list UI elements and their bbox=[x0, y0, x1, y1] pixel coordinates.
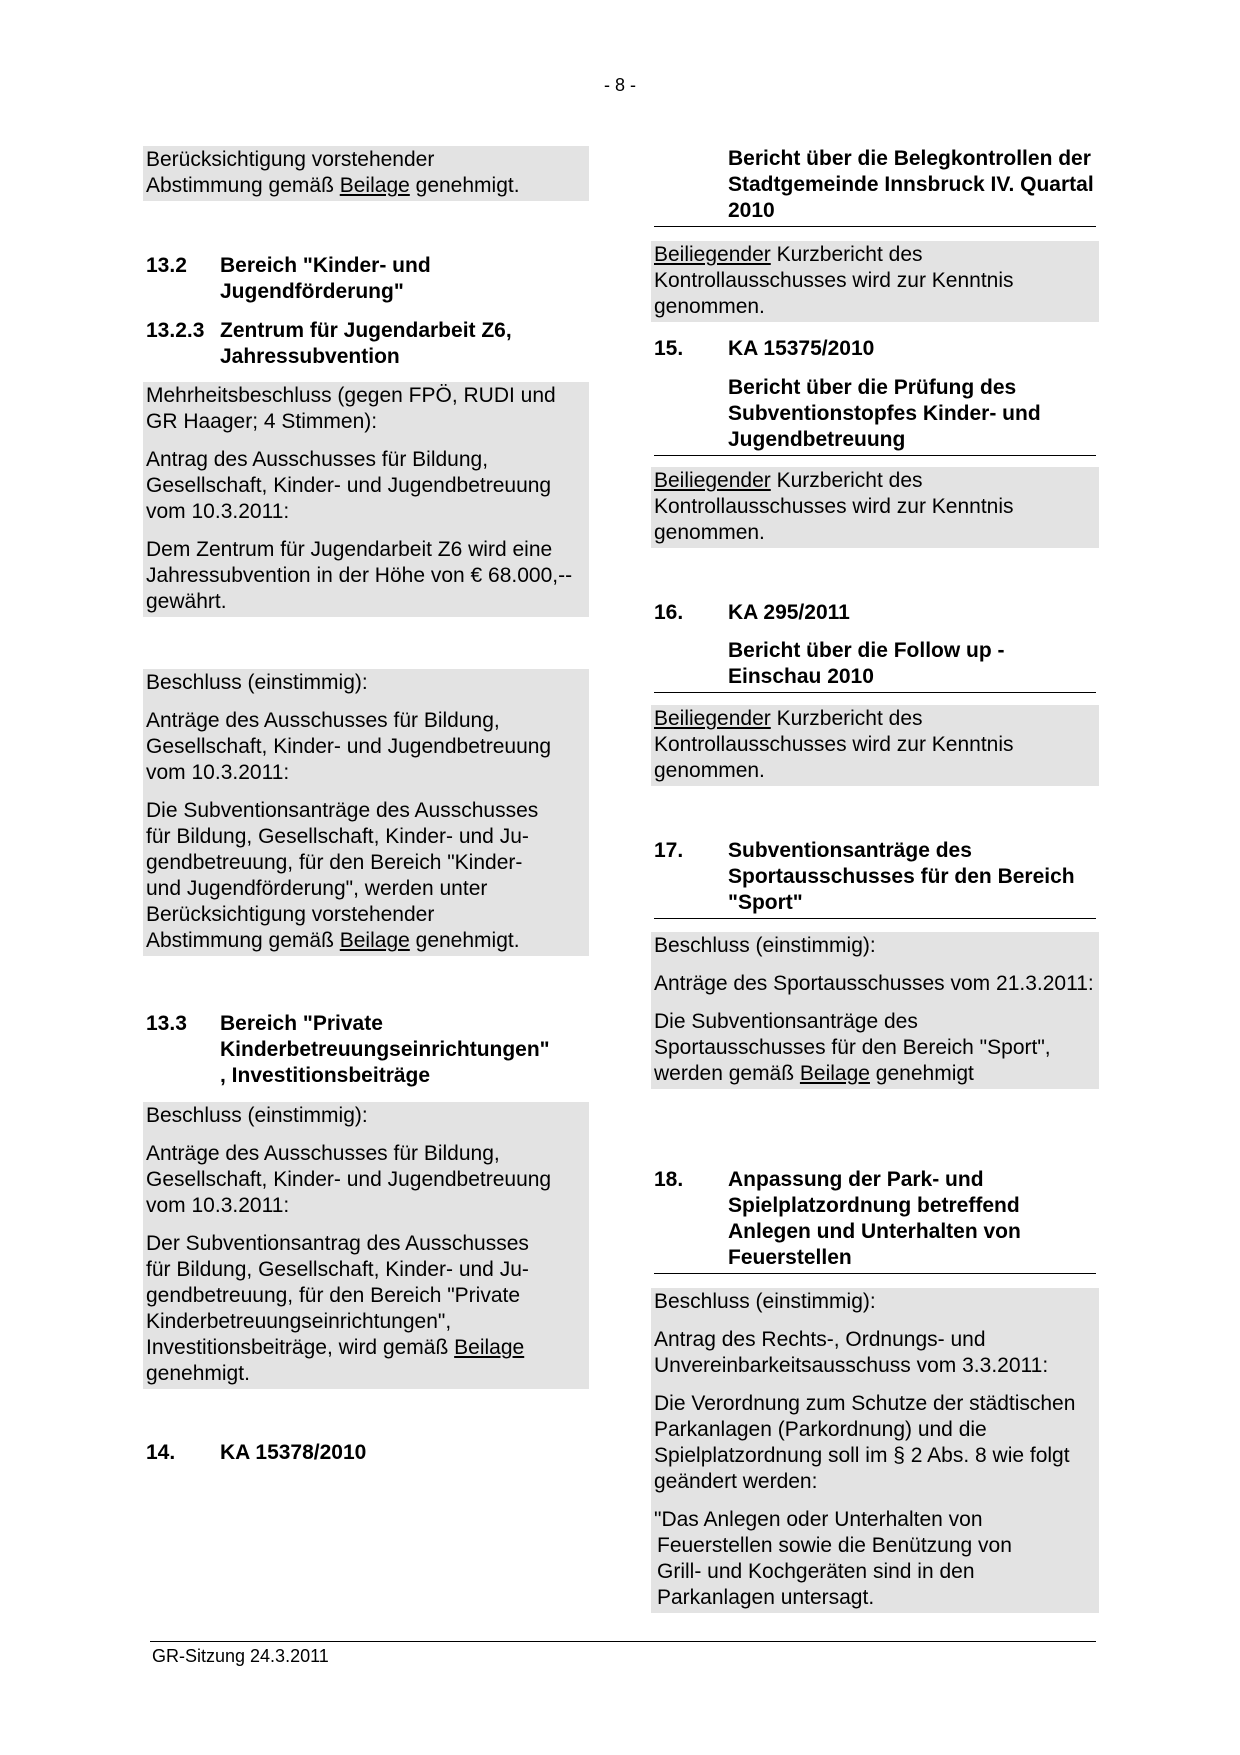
heading-16-subtitle: Bericht über die Follow up - Einschau 2010 bbox=[654, 638, 1096, 693]
report-block-15: Beiliegender Kurzbericht des Kontrollausschusses wird zur Kenntnis genommen. bbox=[651, 467, 1099, 548]
heading-17: 17. Subventionsanträge des Sportausschusses für den Bereich "Sport" bbox=[654, 838, 1096, 919]
resolution-block-kinder: Beschluss (einstimmig): Anträge des Ausschusses für Bildung, Gesellschaft, Kinder- und Jugendbetreuung vom 10.3.2011: Die Subventionsanträge des Ausschusses für Bildung, Gesellschaft, Kinder- und Ju- gendbetreuung, für den Bereich "Kinder- und Jugendförderung", werden unter Berücksichtigung vorstehender Abstimmung gemäß Beilage genehmigt. bbox=[143, 669, 589, 956]
resolution-block-sport: Beschluss (einstimmig): Anträge des Sportausschusses vom 21.3.2011: Die Subventionsanträge des Sportausschusses für den Bereich "Sport", werden gemäß Beilage genehmigt bbox=[651, 932, 1099, 1089]
beiliegender-link[interactable]: Beiliegender bbox=[654, 243, 771, 266]
page-number: - 8 - bbox=[603, 75, 636, 95]
beilage-link[interactable]: Beilage bbox=[799, 1062, 870, 1085]
heading-13-3: 13.3 Bereich "Private Kinderbetreuungseinrichtungen" , Investitionsbeiträge bbox=[146, 1012, 550, 1087]
heading-15-subtitle: Bericht über die Prüfung des Subventionstopfes Kinder- und Jugendbetreuung bbox=[654, 375, 1096, 456]
resolution-block-z6: Mehrheitsbeschluss (gegen FPÖ, RUDI und GR Haager; 4 Stimmen): Antrag des Ausschusses für Bildung, Gesellschaft, Kinder- und Jugendbetreuung vom 10.3.2011: Dem Zentrum für Jugendarbeit Z6 wird eine Jahressubvention in der Höhe von € 68.000,-- gewährt. bbox=[143, 382, 589, 617]
heading-16: 16. KA 295/2011 bbox=[654, 601, 850, 624]
footer-session: GR-Sitzung 24.3.2011 bbox=[152, 1646, 329, 1666]
report-block-14: Beiliegender Kurzbericht des Kontrollausschusses wird zur Kenntnis genommen. bbox=[651, 241, 1099, 322]
heading-13-2: 13.2 Bereich "Kinder- und Jugendförderung" bbox=[146, 254, 431, 303]
resolution-block-private: Beschluss (einstimmig): Anträge des Ausschusses für Bildung, Gesellschaft, Kinder- und Jugendbetreuung vom 10.3.2011: Der Subventionsantrag des Ausschusses für Bildung, Gesellschaft, Kinder- und Ju- gendbetreuung, für den Bereich "Private Kinderbetreuungseinrichtungen", Investitionsbeiträge, wird gemäß Beilage genehmigt. bbox=[143, 1102, 589, 1389]
footer-rule bbox=[150, 1641, 1096, 1642]
heading-18: 18. Anpassung der Park- und Spielplatzordnung betreffend Anlegen und Unterhalten von Feuerstellen bbox=[654, 1167, 1096, 1274]
beilage-link[interactable]: Beilage bbox=[339, 174, 410, 197]
heading-15: 15. KA 15375/2010 bbox=[654, 337, 875, 360]
heading-13-2-3: 13.2.3 Zentrum für Jugendarbeit Z6, Jahressubvention bbox=[146, 319, 512, 368]
beiliegender-link[interactable]: Beiliegender bbox=[654, 469, 771, 492]
report-block-16: Beiliegender Kurzbericht des Kontrollausschusses wird zur Kenntnis genommen. bbox=[651, 705, 1099, 786]
beilage-link[interactable]: Beilage bbox=[339, 929, 410, 952]
beilage-link[interactable]: Beilage bbox=[454, 1336, 525, 1359]
resolution-block-parkordnung: Beschluss (einstimmig): Antrag des Rechts-, Ordnungs- und Unvereinbarkeitsausschuss vom 3.3.2011: Die Verordnung zum Schutze der städtischen Parkanlagen (Parkordnung) und die Spielplatzordnung soll im § 2 Abs. 8 wie folgt geändert werden: "Das Anlegen oder Unterhalten von Feuerstellen sowie die Benützung von Grill- und Kochgeräten sind in den Parkanlagen untersagt. bbox=[651, 1288, 1099, 1613]
heading-14-subtitle: Bericht über die Belegkontrollen der Stadtgemeinde Innsbruck IV. Quartal 2010 bbox=[654, 146, 1096, 227]
continuation-block: Berücksichtigung vorstehender Abstimmung gemäß Beilage genehmigt. bbox=[143, 146, 589, 201]
heading-14: 14. KA 15378/2010 bbox=[146, 1441, 367, 1464]
beiliegender-link[interactable]: Beiliegender bbox=[654, 707, 771, 730]
